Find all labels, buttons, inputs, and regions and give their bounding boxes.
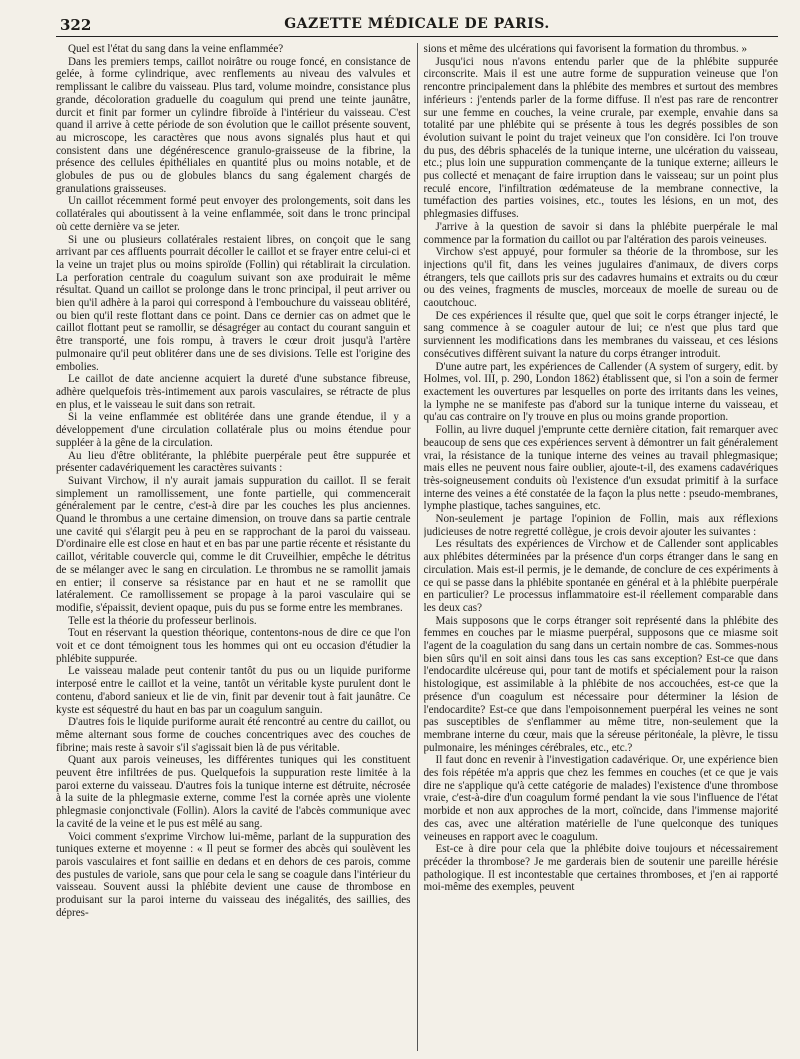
paragraph: D'une autre part, les expériences de Callender (A system of surgery, edit. by Holmes, vol. III, p. 290, London 1862) établissent que, si l'on a soin de fermer exactement les ouvertures par lesquelles on porte des irritants dans les veines, la lymphe ne se manifeste pas d'abord sur la tunique interne du vaisseau, et qu'au cas contraire on l'y trouve en plus ou moins grande proportion. bbox=[423, 360, 779, 424]
paragraph: Telle est la théorie du professeur berlinois. bbox=[68, 614, 257, 627]
paragraph: Si une ou plusieurs collatérales restaient libres, on conçoit que le sang arrivant par ces affluents pourrait décoller le caillot et se frayer entre celui-ci et la veine un trajet plus ou moins spiroïde (Follin) qui rétablirait la circulation. La perforation centrale du coagulum suivant son axe produirait le même résultat. Quand un caillot se prolonge dans le tronc principal, il peut arriver ou bien qu'il adhère à la paroi qui correspond à l'embouchure du vaisseau oblitéré, ou bien qu'il reste flottant dans ce point. Dans ce dernier cas on admet que le caillot flottant peut se ramollir, se désagréger au contact du courant sanguin et être transporté, une fois rompu, à travers le cœur droit jusqu'à l'artère pulmonaire qu'il peut oblitérer dans une de ses divisions. Telle est l'origine des embolies. bbox=[56, 233, 411, 373]
paragraph: sions et même des ulcérations qui favorisent la formation du thrombus. » bbox=[423, 43, 748, 55]
paragraph: Tout en réservant la question théorique, contentons-nous de dire ce que l'on voit et ce dont témoignent tous les hommes qui ont eu occasion d'étudier la phlébite suppurée. bbox=[56, 627, 411, 665]
paragraph: Au lieu d'être oblitérante, la phlébite puerpérale peut être suppurée et présenter cadavériquement les caractères suivants : bbox=[56, 449, 411, 475]
paragraph: Les résultats des expériences de Virchow et de Callender sont applicables aux phlébites déterminées par la présence d'un corps étranger dans le sang en circulation. Mais est-il permis, je le demande, de conclure de ces expériments à ce qui se passe dans la phlébite spontanée en général et à la phlébite puerpérale en particulier? Le processus inflammatoire est-il réellement comparable dans les deux cas? bbox=[423, 538, 779, 614]
paragraph: Suivant Virchow, il n'y aurait jamais suppuration du caillot. Il se ferait simplement un ramollissement, une fonte partielle, qui commencerait généralement par le centre, c'est-à dire par les couches les plus anciennes. Quand le thrombus a une certaine dimension, on trouve dans sa partie centrale une cavité qui s'élargit peu à peu en se rapprochant de la paroi du vaisseau. D'ordinaire elle est close en haut et en bas par une partie récente et résistante du caillot, véritable couvercle qui, comme le dit Cruveilhier, empêche le détritus de se mélanger avec le sang en circulation. Le thrombus ne se ramollit jamais en entier; il conserve sa résistance par en haut et ne se ramollit que latéralement. Ce ramollissement se propage à la paroi vasculaire qui se modifie, s'épaissit, devient opaque, puis du pus se forme entre les membranes. bbox=[56, 474, 411, 614]
running-header bbox=[56, 14, 778, 37]
paragraph: De ces expériences il résulte que, quel que soit le corps étranger injecté, le sang commence à se coaguler autour de lui; ce n'est que plus tard que surviennent les modifications dans les membranes du vaisseau, et ces lésions consécutives diffèrent suivant la nature du corps étranger introduit. bbox=[423, 309, 779, 360]
journal-title: GAZETTE MÉDICALE DE PARIS. bbox=[284, 16, 550, 32]
paragraph: D'autres fois le liquide puriforme aurait été rencontré au centre du caillot, ou même alternant sous forme de couches concentriques avec des couches de fibrine; mais reste à savoir s'il s'agissait bien là de pus véritable. bbox=[56, 716, 411, 754]
paragraph: Mais supposons que le corps étranger soit représenté dans la phlébite des femmes en couches par le miasme puerpéral, supposons que ce miasme soit l'agent de la coagulation du sang dans un certain nombre de cas. Sommes-nous bien sûrs qu'il en soit ainsi dans tous les cas sans exception? Est-ce que dans l'endocardite ulcéreuse qui, pour tant de motifs et spécialement pour la raison histologique, est assimilable à la phlébite de nos accouchées, est-ce que la présence d'un coagulum est nécessaire pour déterminer la lésion de l'endocardite? Est-ce que dans l'empoisonnement puerpéral les veines ne sont pas susceptibles de s'enflammer au même titre, non-seulement que la membrane interne du cœur, mais que la séreuse péritonéale, la plèvre, le tissu pulmonaire, les méninges cérébrales, etc., etc.? bbox=[423, 614, 779, 754]
right-column bbox=[424, 43, 779, 1051]
paragraph: Voici comment s'exprime Virchow lui-même, parlant de la suppuration des tuniques externe et moyenne : « Il peut se former des abcès qui soulèvent les parois vasculaires et font saillie en dedans et en dehors de ces parois, comme des pustules de variole, sans que pour cela le sang se coagule dans l'intérieur du vaisseau. Souvent aussi la phlébite devient une cause de thrombose en produisant sur la paroi interne du vaisseau des inégalités, des saillies, des dépres- bbox=[56, 830, 411, 919]
page-number: 322 bbox=[60, 16, 92, 34]
paragraph: Le vaisseau malade peut contenir tantôt du pus ou un liquide puriforme interposé entre le caillot et la veine, tantôt un véritable kyste purulent dont le contenu, d'abord sanieux et lie de vin, finit par devenir tout à fait jaunâtre. Ce kyste est séquestré du haut en bas par un coagulum sanguin. bbox=[56, 665, 411, 716]
paragraph: Quel est l'état du sang dans la veine enflammée? bbox=[68, 43, 284, 55]
paragraph: Jusqu'ici nous n'avons entendu parler que de la phlébite suppurée circonscrite. Mais il est une autre forme de suppuration veineuse que l'on rencontre principalement dans la phlébite des membres et surtout des membres inférieurs : j'entends parler de la forme diffuse. Il n'est pas rare de rencontrer sur une femme en couches, la veine crurale, par exemple, envahie dans sa totalité par une phlébite qui se présente à tous les degrés possibles de son évolution suivant le point du trajet veineux que l'on considère. Ici l'on trouve du pus, des débris sphacelés de la tunique interne, une ulcération du vaisseau, etc.; plus loin une suppuration commençante de la tunique externe; ailleurs le pus collecté et menaçant de faire irruption dans le vaisseau; sur un point plus reculé encore, l'infiltration œdémateuse de la membrane connective, la tuméfaction des parties voisines, etc., toutes les lésions, en un mot, des phlegmasies diffuses. bbox=[423, 55, 779, 221]
paragraph: J'arrive à la question de savoir si dans la phlébite puerpérale le mal commence par la formation du caillot ou par l'altération des parois veineuses. bbox=[423, 220, 779, 246]
text-columns bbox=[56, 43, 778, 1051]
paragraph: Virchow s'est appuyé, pour formuler sa théorie de la thrombose, sur les injections qu'il fit, dans les veines jugulaires d'animaux, de divers corps étrangers, tels que caillots pris sur des cadavres humains et extraits ou du cœur ou des veines, fragments de muscles, morceaux de moelle de sureau ou de caoutchouc. bbox=[423, 246, 779, 310]
column-divider bbox=[417, 43, 418, 1051]
paragraph: Il faut donc en revenir à l'investigation cadavérique. Or, une expérience bien des fois répétée m'a appris que chez les femmes en couches (et ce que je vais dire ne s'applique qu'à cette catégorie de malades) l'existence d'une thrombose vraie, c'est-à-dire d'un coagulum formé pendant la vie sous l'influence de l'état morbide et non aux approches de la mort, coïncide, dans l'immense majorité des cas, avec une altération matérielle de l'une quelconque des tuniques veineuses en rapport avec le coagulum. bbox=[423, 754, 779, 843]
paragraph: Un caillot récemment formé peut envoyer des prolongements, soit dans les collatérales qui aboutissent à la veine enflammée, soit dans le tronc principal où cette dernière va se jeter. bbox=[56, 195, 411, 233]
paragraph: Non-seulement je partage l'opinion de Follin, mais aux réflexions judicieuses de notre regretté collègue, je crois devoir ajouter les suivantes : bbox=[423, 513, 779, 538]
paragraph: Follin, au livre duquel j'emprunte cette dernière citation, fait remarquer avec beaucoup de sens que ces expériences servent à démontrer un fait généralement vrai, la résistance de la tunique interne des veines au travail phlegmasique; mais elles ne peuvent nous faire oublier, ajoute-t-il, des examens cadavériques très-soigneusement conduits où l'existence d'un exsudat primitif à la surface interne des veines a été constatée de la façon la plus nette : pseudo-membranes, lymphe plastique, taches sanguines, etc. bbox=[423, 424, 779, 513]
paragraph: Quant aux parois veineuses, les différentes tuniques qui les constituent peuvent être infiltrées de pus. Quelquefois la suppuration reste limitée à la paroi externe du vaisseau. D'autres fois la tunique interne est détruite, nécrosée à la suite de la phlegmasie externe, comme l'est la cornée après une violente phlegmasie conjonctivale (Follin). Alors la cavité de l'abcès communique avec la cavité de la veine et le pus est mêlé au sang. bbox=[56, 754, 411, 830]
paragraph: Si la veine enflammée est oblitérée dans une grande étendue, il y a développement d'une circulation collatérale plus ou moins étendue pour suppléer à la gêne de la circulation. bbox=[56, 411, 411, 449]
paragraph: Dans les premiers temps, caillot noirâtre ou rouge foncé, en consistance de gelée, à forme cylindrique, avec renflements au niveau des valvules et remplissant le calibre du vaisseau. Plus tard, volume moindre, consistance plus grande, décoloration graduelle du coagulum qui prend une teinte jaunâtre, durcit et finit par former un cylindre fibroïde à l'intérieur du vaisseau. C'est quand il arrive à cette période de son évolution que le caillot présente souvent, au microscope, les caractères que nous avons signalés plus haut et qui consistent dans une dégénérescence granulo-graisseuse de la fibrine, la présence des cellules épithéliales en quantité plus ou moins notable, et de globules de pus ou de globules blancs du sang également chargés de granulations graisseuses. bbox=[56, 55, 411, 195]
paragraph: Le caillot de date ancienne acquiert la dureté d'une substance fibreuse, adhère quelquefois très-intimement aux parois vasculaires, se rétracte de plus en plus, et le vaisseau le suit dans son retrait. bbox=[56, 373, 411, 411]
left-column bbox=[56, 43, 411, 1051]
paragraph: Est-ce à dire pour cela que la phlébite doive toujours et nécessairement précéder la thrombose? Je me garderais bien de soutenir une pareille hérésie pathologique. Il est incontestable que certaines thromboses, et j'en ai rapporté moi-même des exemples, peuvent bbox=[423, 843, 779, 894]
